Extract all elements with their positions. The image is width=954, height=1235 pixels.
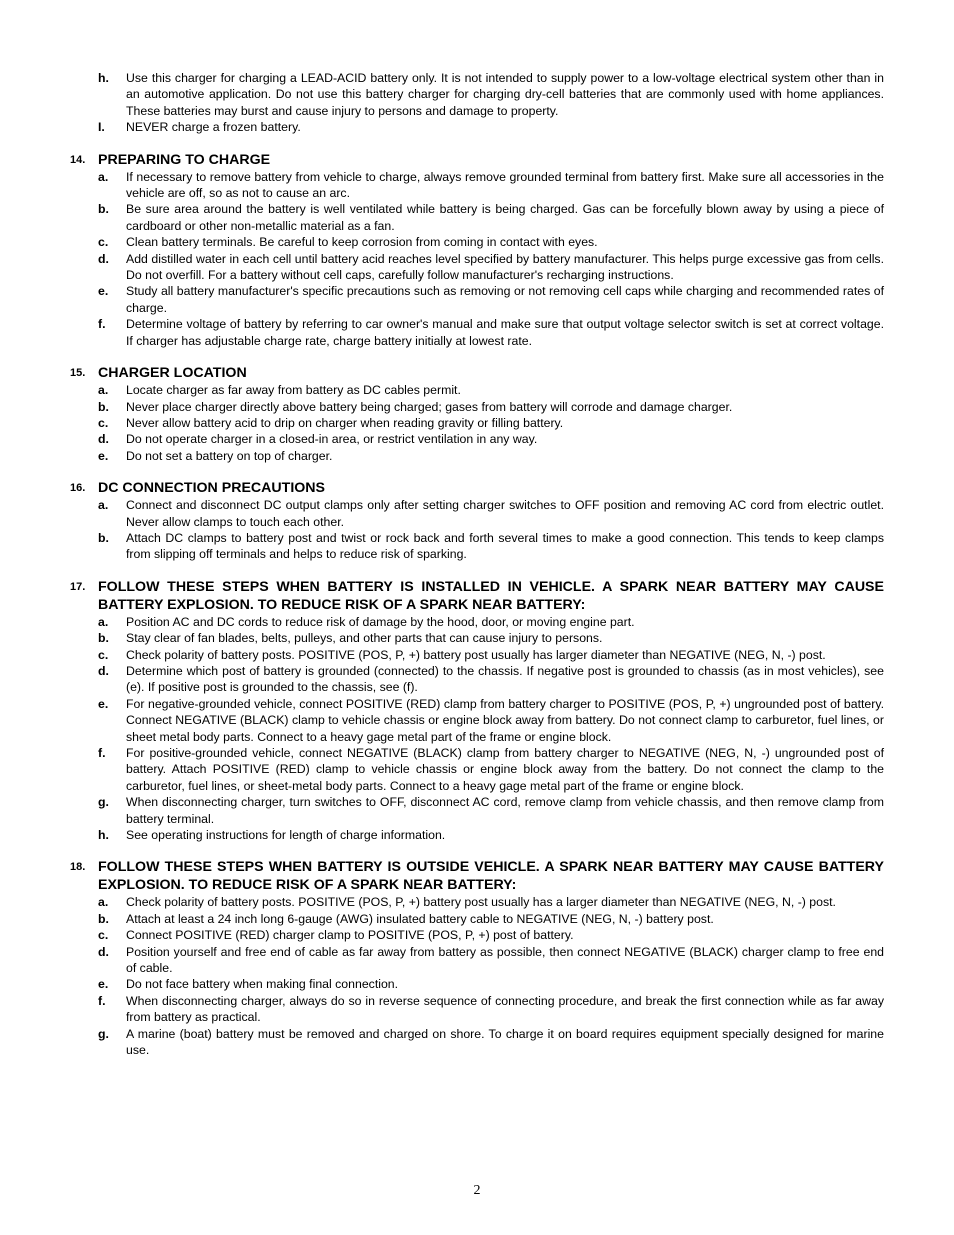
list-item	[70, 894, 884, 910]
item-text: Check polarity of battery posts. POSITIVE (POS, P, +) battery post usually has a larger diameter than NEGATIVE (NEG, N, -) post.	[126, 895, 836, 910]
page-number: 2	[473, 1183, 481, 1198]
list-item	[70, 1026, 884, 1059]
list-item	[70, 911, 884, 927]
list-item	[70, 70, 884, 119]
item-letter: e.	[98, 977, 109, 992]
item-text: Connect POSITIVE (RED) charger clamp to POSITIVE (POS, P, +) post of battery.	[126, 928, 574, 943]
list-item	[70, 119, 884, 135]
list-item	[70, 614, 884, 630]
item-text: Locate charger as far away from battery as DC cables permit.	[126, 383, 461, 398]
item-letter: h.	[98, 71, 109, 85]
item-letter: b.	[98, 399, 109, 414]
item-text: A marine (boat) battery must be removed and charged on shore. To charge it on board requires equipment specially designed for marine use.	[126, 1026, 884, 1058]
section-number: 17.	[70, 580, 86, 593]
list-item	[70, 630, 884, 646]
item-text: Stay clear of fan blades, belts, pulleys, and other parts that can cause injury to persons.	[126, 631, 603, 646]
sections-container	[70, 151, 884, 1059]
section-number: 15.	[70, 367, 86, 380]
item-text: When disconnecting charger, always do so in reverse sequence of connecting procedure, and break the first connection while as far away from battery as practical.	[126, 993, 884, 1025]
item-letter: d.	[98, 432, 109, 447]
item-text: Determine which post of battery is grounded (connected) to the chassis. If negative post is grounded to chassis (as in most vehicles), see (e). If positive post is grounded to the chassis, see (f).	[126, 663, 884, 695]
section-items	[70, 169, 884, 349]
item-text: Study all battery manufacturer's specific precautions such as removing or not removing cell caps while charging and recommended rates of charge.	[126, 284, 884, 315]
item-text: Never place charger directly above battery being charged; gases from battery will corrode and damage charger.	[126, 399, 733, 414]
item-letter: e.	[98, 696, 109, 711]
section-items	[70, 382, 884, 464]
list-item	[70, 234, 884, 250]
item-letter: c.	[98, 415, 109, 430]
item-text: Position AC and DC cords to reduce risk of damage by the hood, door, or moving engine part.	[126, 614, 635, 629]
section-title: FOLLOW THESE STEPS WHEN BATTERY IS OUTSIDE VEHICLE. A SPARK NEAR BATTERY MAY CAUSE BATTERY EXPLOSION. TO REDUCE RISK OF A SPARK NEAR BATTERY:	[98, 859, 884, 894]
item-letter: c.	[98, 647, 109, 662]
item-letter: g.	[98, 1026, 109, 1041]
section-title: FOLLOW THESE STEPS WHEN BATTERY IS INSTALLED IN VEHICLE. A SPARK NEAR BATTERY MAY CAUSE BATTERY EXPLOSION. TO REDUCE RISK OF A SPARK NEAR BATTERY:	[98, 578, 884, 613]
item-text: Do not operate charger in a closed-in area, or restrict ventilation in any way.	[126, 432, 538, 447]
item-text: Do not set a battery on top of charger.	[126, 448, 333, 463]
item-text: If necessary to remove battery from vehicle to charge, always remove grounded terminal from battery first. Make sure all accessories in the vehicle are off, so as not to cause an arc.	[126, 169, 884, 201]
section-16	[70, 479, 884, 563]
item-letter: d.	[98, 944, 109, 959]
section-title: PREPARING TO CHARGE	[98, 151, 271, 168]
item-letter: g.	[98, 795, 109, 810]
item-letter: f.	[98, 993, 106, 1008]
item-text: When disconnecting charger, turn switches to OFF, disconnect AC cord, remove clamp from vehicle chassis, and then remove clamp from battery terminal.	[126, 795, 884, 826]
item-letter: e.	[98, 284, 109, 299]
list-item	[70, 316, 884, 349]
section-heading	[70, 364, 884, 382]
item-letter: a.	[98, 383, 109, 398]
intro-items	[70, 70, 884, 136]
item-text: Never allow battery acid to drip on charger when reading gravity or filling battery.	[126, 415, 564, 430]
section-items	[70, 894, 884, 1058]
list-item	[70, 827, 884, 843]
section-heading	[70, 151, 884, 169]
section-number: 16.	[70, 482, 86, 495]
item-text: Position yourself and free end of cable as far away from battery as possible, then connect NEGATIVE (BLACK) charger clamp to free end of cable.	[126, 944, 884, 976]
item-text: See operating instructions for length of charge information.	[126, 828, 446, 843]
list-item	[70, 663, 884, 696]
item-text: Do not face battery when making final connection.	[126, 977, 399, 992]
list-item	[70, 415, 884, 431]
item-letter: b.	[98, 530, 109, 545]
item-letter: b.	[98, 631, 109, 646]
section-18	[70, 858, 884, 1058]
section-15	[70, 364, 884, 464]
list-item	[70, 944, 884, 977]
item-letter: b.	[98, 911, 109, 926]
section-title: DC CONNECTION PRECAUTIONS	[98, 480, 326, 497]
item-letter: h.	[98, 828, 109, 843]
list-item	[70, 283, 884, 316]
section-number: 18.	[70, 861, 86, 874]
item-text: Use this charger for charging a LEAD-ACID battery only. It is not intended to supply power to a low-voltage electrical system other than in an automotive application. Do not use this battery charger for charging dry-cell batteries that are commonly used with home appliances. These batteries may burst and cause injury to persons and damage to property.	[126, 71, 884, 118]
list-item	[70, 530, 884, 563]
item-letter: d.	[98, 663, 109, 678]
item-text: For negative-grounded vehicle, connect POSITIVE (RED) clamp from battery charger to POSITIVE (POS, P, +) ungrounded post of battery. Connect NEGATIVE (BLACK) clamp to vehicle chassis or engine block away from battery. Do not connect clamp to carburetor, fuel lines, or sheet metal body parts. Connect to a heavy gage metal part of the frame or engine block.	[126, 696, 884, 744]
section-heading	[70, 479, 884, 497]
item-letter: a.	[98, 169, 109, 184]
section-title: CHARGER LOCATION	[98, 365, 247, 382]
item-text: Attach at least a 24 inch long 6-gauge (AWG) insulated battery cable to NEGATIVE (NEG, N, -) battery post.	[126, 911, 714, 926]
item-text: Clean battery terminals. Be careful to keep corrosion from coming in contact with eyes.	[126, 235, 598, 250]
item-text: Connect and disconnect DC output clamps only after setting charger switches to OFF position and removing AC cord from electric outlet. Never allow clamps to touch each other.	[126, 498, 884, 529]
list-item	[70, 696, 884, 745]
item-letter: e.	[98, 448, 109, 463]
list-item	[70, 927, 884, 943]
list-item	[70, 448, 884, 464]
section-14	[70, 151, 884, 349]
list-item	[70, 251, 884, 284]
item-text: Add distilled water in each cell until battery acid reaches level specified by battery manufacturer. This helps purge excessive gas from cells. Do not overfill. For a battery without cell caps, carefully follow manufacturer's recharging instructions.	[126, 251, 884, 283]
item-letter: f.	[98, 746, 106, 760]
list-item	[70, 647, 884, 663]
item-letter: I.	[98, 120, 105, 135]
list-item	[70, 399, 884, 415]
section-items	[70, 497, 884, 563]
list-item	[70, 976, 884, 992]
item-letter: c.	[98, 235, 109, 250]
list-item	[70, 745, 884, 794]
list-item	[70, 169, 884, 202]
item-text: Determine voltage of battery by referring to car owner's manual and make sure that output voltage selector switch is set at correct voltage. If charger has adjustable charge rate, charge battery initially at lowest rate.	[126, 317, 884, 348]
list-item	[70, 431, 884, 447]
item-letter: d.	[98, 251, 109, 266]
item-text: For positive-grounded vehicle, connect NEGATIVE (BLACK) clamp from battery charger to NEGATIVE (NEG, N, -) ungrounded post of battery. Attach POSITIVE (RED) clamp to vehicle chassis or engine block away from the battery. Do not connect the clamp to the carburetor, fuel lines, or sheet-metal body parts. Connect to a heavy gage metal part of the frame or engine block.	[126, 746, 884, 793]
list-item	[70, 993, 884, 1026]
list-item	[70, 382, 884, 398]
section-17	[70, 578, 884, 844]
list-item	[70, 497, 884, 530]
item-text: Check polarity of battery posts. POSITIVE (POS, P, +) battery post usually has larger diameter than NEGATIVE (NEG, N, -) post.	[126, 647, 826, 662]
item-letter: a.	[98, 895, 109, 910]
document-body	[70, 70, 884, 1059]
item-text: NEVER charge a frozen battery.	[126, 120, 301, 135]
item-letter: a.	[98, 614, 109, 629]
item-letter: b.	[98, 202, 109, 217]
item-letter: f.	[98, 317, 106, 332]
item-letter: c.	[98, 928, 109, 943]
section-items	[70, 614, 884, 844]
section-number: 14.	[70, 153, 86, 166]
list-item	[70, 201, 884, 234]
list-item	[70, 794, 884, 827]
item-text: Be sure area around the battery is well ventilated while battery is being charged. Gas can be forcefully blown away by using a piece of cardboard or other non-metallic material as a fan.	[126, 202, 884, 233]
section-heading	[70, 578, 884, 614]
item-text: Attach DC clamps to battery post and twist or rock back and forth several times to make a good connection. This tends to keep clamps from slipping off terminals and helps to reduce risk of sparking.	[126, 530, 884, 562]
section-heading	[70, 858, 884, 894]
item-letter: a.	[98, 498, 109, 513]
